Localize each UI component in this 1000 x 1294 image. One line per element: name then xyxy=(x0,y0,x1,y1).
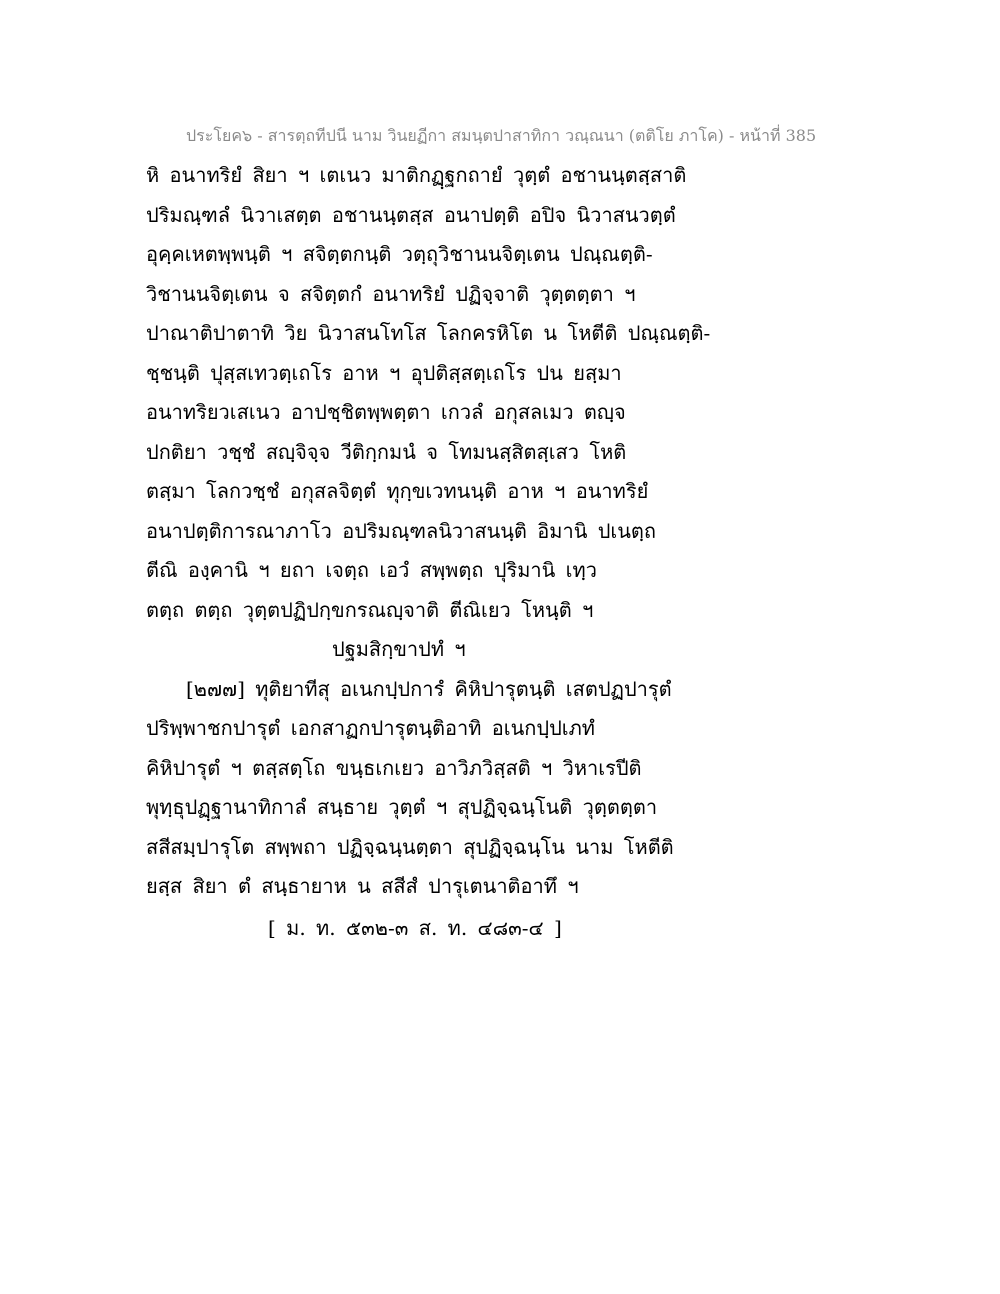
text-line: ตตฺถ ตตฺถ วุตฺตปฏิปกฺขกรณญฺจาติ ตีณิเยว โหนฺติ ฯ xyxy=(146,597,594,622)
text-line: อนาทริยวเสเนว อาปชฺชิตพฺพตฺตา เกวลํ อกุสลเมว ตญฺจ xyxy=(146,400,626,424)
reference-citation: [ ม. ท. ๕๓๒-๓ ส. ท. ๔๘๓-๔ ] xyxy=(268,916,562,940)
text-line: อนาปตฺติการณาภาโว อปริมณฺฑลนิวาสนนฺติ อิมานิ ปเนตฺถ xyxy=(146,518,657,543)
section-title: ปฐมสิกฺขาปทํ ฯ xyxy=(332,637,466,661)
text-line: ตสฺมา โลกวชฺชํ อกุสลจิตฺตํ ทุกฺขเวทนนฺติ อาห ฯ อนาทริยํ xyxy=(146,479,649,503)
body-text xyxy=(146,156,766,907)
text-line: อุคฺคเหตพฺพนฺติ ฯ สจิตฺตกนฺติ วตฺถุวิชานนจิตฺเตน ปณฺณตฺติ- xyxy=(146,242,653,266)
text-line: วิชานนจิตฺเตน จ สจิตฺตกํ อนาทริยํ ปฏิจฺจาติ วุตฺตตฺตา ฯ xyxy=(146,281,636,306)
text-line: ตีณิ องฺคานิ ฯ ยถา เจตฺถ เอวํ สพฺพตฺถ ปุริมานิ เทฺว xyxy=(146,558,597,582)
running-header: ประโยค๖ - สารตฺถทีปนี นาม วินยฏีกา สมนฺตปาสาทิกา วณฺณนา (ตติโย ภาโค) - หน้าที่ 385 xyxy=(186,126,817,145)
text-line: สสีสมฺปารุโต สพฺพถา ปฏิจฺฉนฺนตฺตา สุปฏิจฺฉนฺโน นาม โหตีติ xyxy=(146,834,674,859)
text-line: ยสฺส สิยา ตํ สนฺธายาห น สสีสํ ปารุเตนาติอาทึ ฯ xyxy=(146,874,579,898)
text-line: ชฺชนฺติ ปุสฺสเทวตฺเถโร อาห ฯ อุปติสฺสตฺเถโร ปน ยสฺมา xyxy=(146,360,622,385)
text-line: ปริพฺพาชกปารุตํ เอกสาฏกปารุตนฺติอาทิ อเนกปฺปเภทํ xyxy=(146,716,595,740)
text-line: ปกติยา วชฺชํ สญฺจิจฺจ วีติกฺกมนํ จ โทมนสฺสิตสฺเสว โหติ xyxy=(146,439,627,464)
text-line: คิหิปารุตํ ฯ ตสฺสตฺโถ ขนฺธเกเยว อาวิภวิสฺสติ ฯ วิหาเรปีติ xyxy=(146,755,642,780)
text-line: ปริมณฺฑลํ นิวาเสตฺต อชานนฺตสฺส อนาปตฺติ อปิจ นิวาสนวตฺตํ xyxy=(146,202,676,227)
text-line: ปาณาติปาตาทิ วิย นิวาสนโทโส โลกครหิโต น โหตีติ ปณฺณตฺติ- xyxy=(146,321,711,345)
text-line: [๒๗๗] ทุติยาทีสุ อเนกปฺปการํ คิหิปารุตนฺติ เสตปฏปารุตํ xyxy=(186,676,672,701)
text-line: พุทฺธุปฏฺฐานาทิกาลํ สนฺธาย วุตฺตํ ฯ สุปฏิจฺฉนฺโนติ วุตฺตตฺตา xyxy=(146,795,658,819)
text-line: หิ อนาทริยํ สิยา ฯ เตเนว มาติกฏฺฐกถายํ วุตฺตํ อชานนฺตสฺสาติ xyxy=(146,163,687,187)
